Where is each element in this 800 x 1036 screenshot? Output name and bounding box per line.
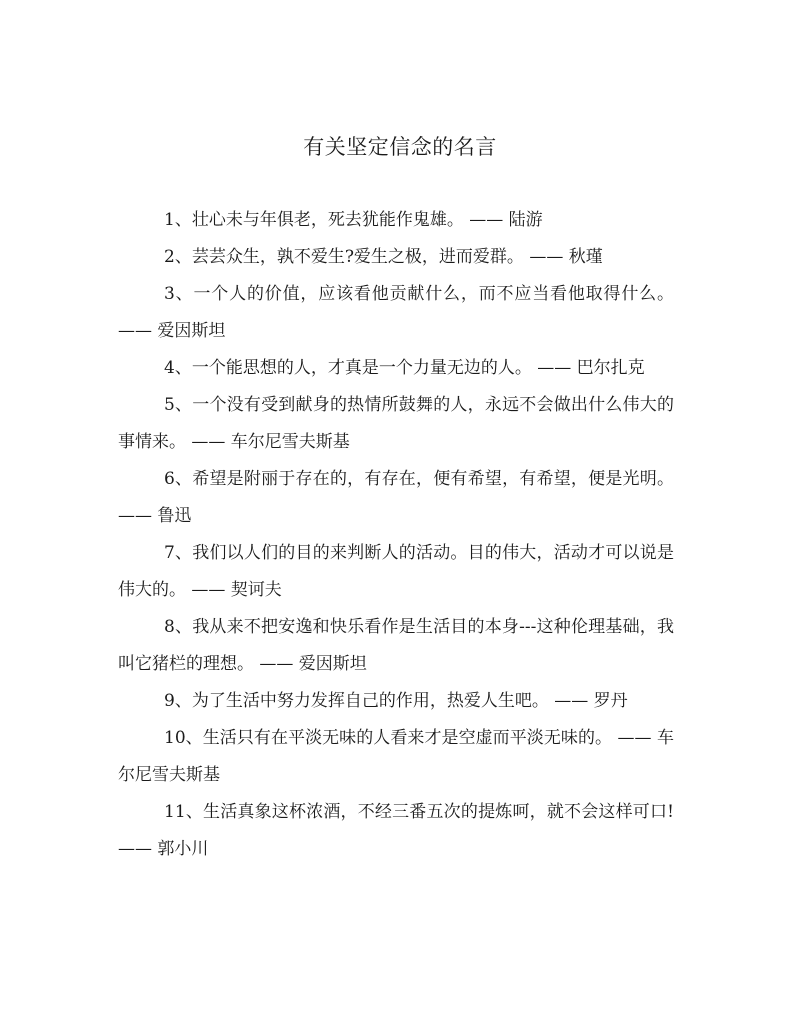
quote-list	[118, 202, 674, 868]
quote-item: 5、一个没有受到献身的热情所鼓舞的人，永远不会做出什么伟大的事情来。 —— 车尔尼雪夫斯基	[118, 395, 674, 452]
quote-item: 10、生活只有在平淡无味的人看来才是空虚而平淡无味的。 —— 车尔尼雪夫斯基	[118, 728, 674, 785]
quote-item: 7、我们以人们的目的来判断人的活动。目的伟大，活动才可以说是伟大的。 —— 契诃夫	[118, 543, 674, 600]
quote-item: 3、一个人的价值，应该看他贡献什么，而不应当看他取得什么。 —— 爱因斯坦	[118, 284, 674, 341]
quote-item: 1、壮心未与年俱老，死去犹能作鬼雄。 —— 陆游	[164, 210, 543, 230]
quote-item: 9、为了生活中努力发挥自己的作用，热爱人生吧。 —— 罗丹	[164, 691, 628, 711]
document-title: 有关坚定信念的名言	[303, 135, 497, 159]
quote-item: 6、希望是附丽于存在的，有存在，便有希望，有希望，便是光明。 —— 鲁迅	[118, 469, 674, 526]
quote-item: 4、一个能思想的人，才真是一个力量无边的人。 —— 巴尔扎克	[164, 358, 645, 378]
quote-item: 8、我从来不把安逸和快乐看作是生活目的本身---这种伦理基础，我叫它猪栏的理想。 —— 爱因斯坦	[118, 617, 674, 674]
quote-item: 2、芸芸众生，孰不爱生?爱生之极，进而爱群。 —— 秋瑾	[164, 247, 603, 267]
quote-item: 11、生活真象这杯浓酒，不经三番五次的提炼呵，就不会这样可口! —— 郭小川	[118, 802, 674, 859]
